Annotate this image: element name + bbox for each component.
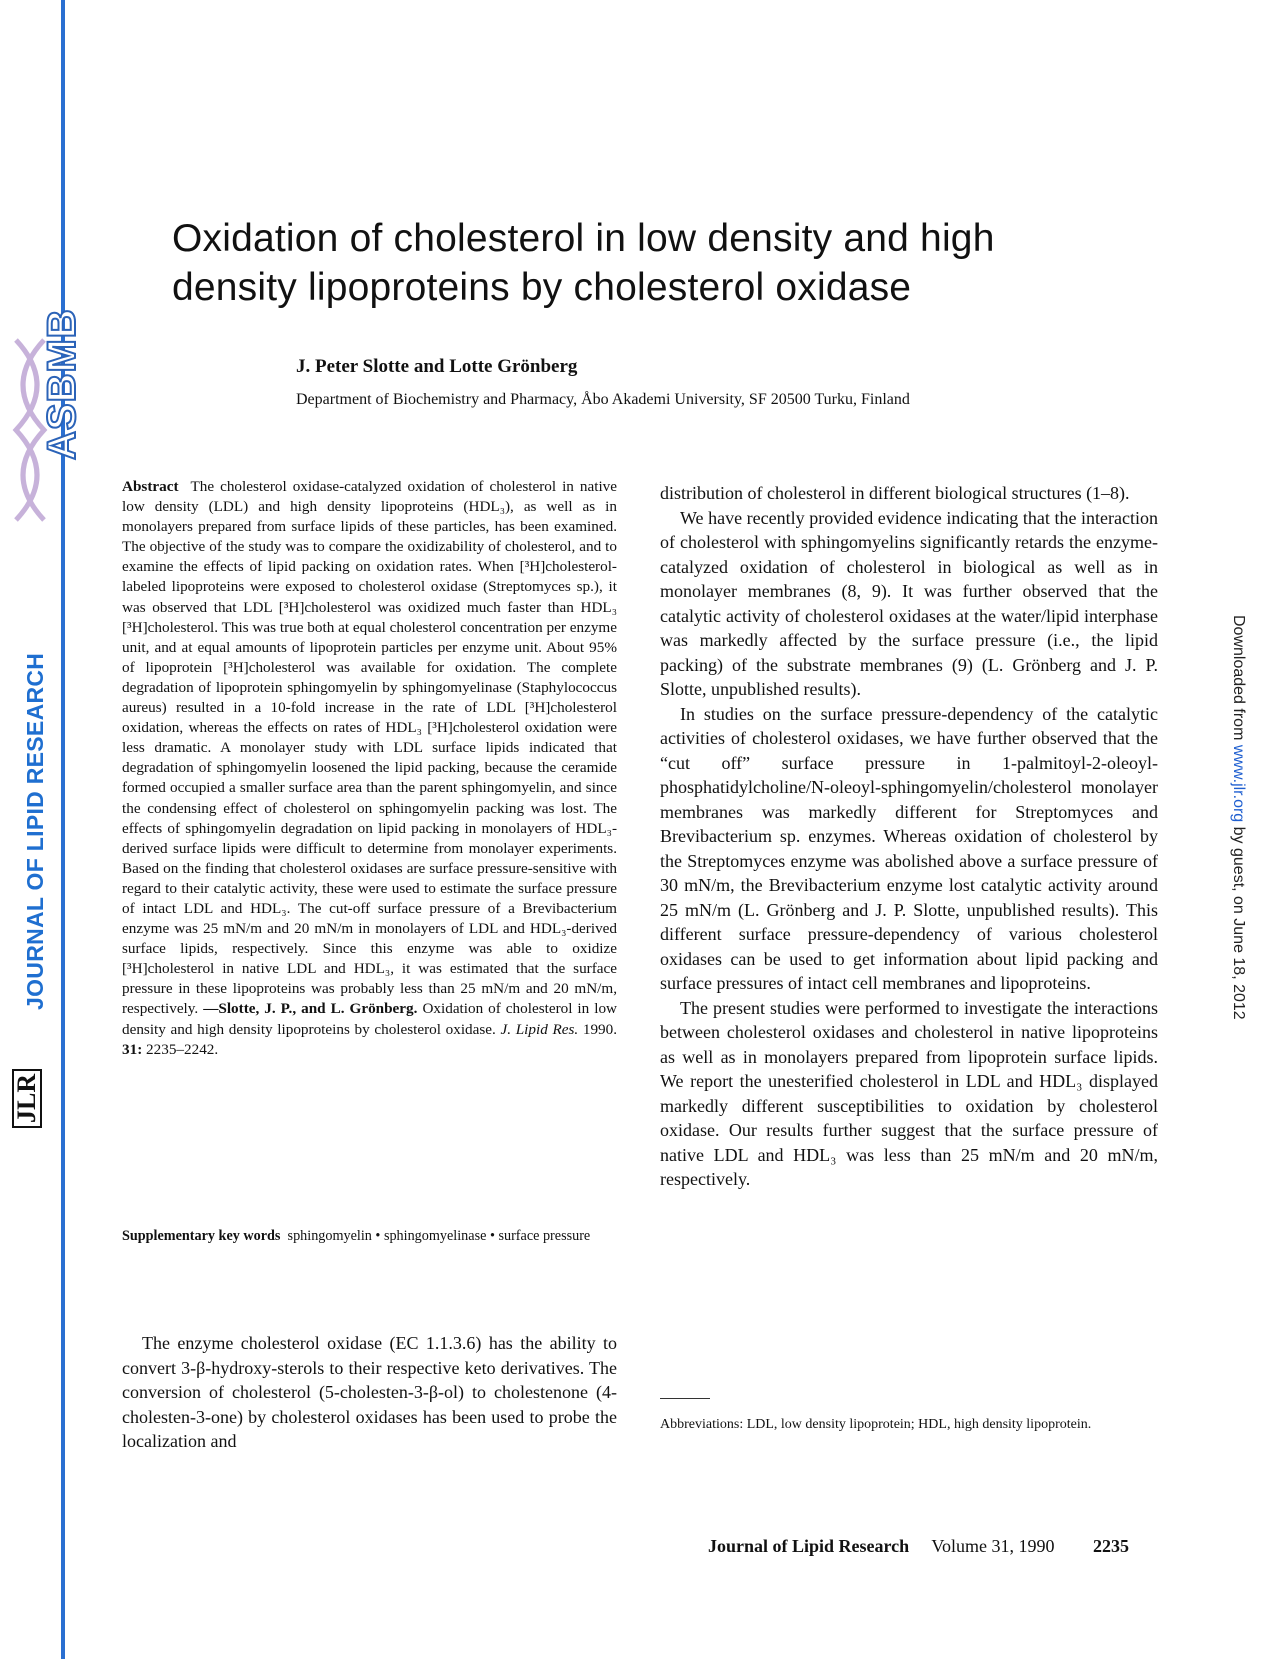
- footnote: Abbreviations: LDL, low density lipoprotein; HDL, high density lipoprotein.: [660, 1417, 1092, 1432]
- body-column-right: [660, 481, 1158, 1192]
- body-column-left: [122, 1331, 617, 1454]
- keywords: [122, 1227, 617, 1245]
- paper-title: Oxidation of cholesterol in low density and high density lipoproteins by cholesterol oxidase: [172, 217, 995, 309]
- citation-authors: —Slotte, J. P., and L. Grönberg.: [203, 1000, 418, 1018]
- abstract-paragraph: [122, 477, 617, 1060]
- citation-pages: 2235–2242.: [146, 1040, 219, 1058]
- continued-paragraph: distribution of cholesterol in different biological structures (1–8).: [660, 483, 1130, 503]
- citation-title: Oxidation of cholesterol in low density and high density lipoproteins by cholesterol oxidase.: [122, 1000, 618, 1038]
- paragraph-surface-pressure: In studies on the surface pressure-dependency of the catalytic activities of cholesterol oxidases, we have further observed that the “cut off” surface pressure in 1-palmitoyl-2-oleoyl-phosphatidylcholine/N-oleoyl-sphingomyelin/cholesterol monolayer membranes was markedly different for Streptomyces and Brevibacterium sp. enzymes. Whereas oxidation of cholesterol by the Streptomyces enzyme was abolished above a surface pressure of 30 mN/m, the Brevibacterium enzyme lost catalytic activity around 25 mN/m (L. Grönberg and J. P. Slotte, unpublished results). This different surface pressure-dependency of various cholesterol oxidases can be used to get information about lipid packing and surface pressures of intact cell membranes and lipoproteins.: [660, 703, 1158, 993]
- paragraph-present-studies: The present studies were performed to investigate the interactions between cholesterol oxidases and cholesterol in native lipoproteins as well as in monolayers prepared from lipoprotein surface lipids. We report the unesterified cholesterol in LDL and HDL₃ displayed markedly different susceptibilities to oxidation by cholesterol oxidase. Our results further suggest that the surface pressure of native LDL and HDL₃ was less than 25 mN/m and 20 mN/m, respectively.: [660, 997, 1158, 1189]
- journal-name-vertical: JOURNAL OF LIPID RESEARCH: [22, 652, 48, 1010]
- citation-year: 1990.: [582, 1020, 618, 1038]
- jlr-link[interactable]: www.jlr.org: [1230, 744, 1247, 823]
- citation-volume: 31:: [122, 1040, 143, 1058]
- download-notice: [1229, 615, 1247, 1020]
- keywords-label: Supplementary key words: [122, 1228, 281, 1244]
- abstract: [122, 477, 617, 1060]
- download-suffix: by guest, on June 18, 2012: [1230, 822, 1247, 1020]
- page-footer: [708, 1536, 1129, 1557]
- paragraph-evidence: We have recently provided evidence indicating that the interaction of cholesterol with sphingomyelins significantly retards the enzyme-catalyzed oxidation of cholesterol in biological as well as in monolayer membranes (8, 9). It was further observed that the catalytic activity of cholesterol oxidases at the water/lipid interphase was markedly affected by the surface pressure (i.e., the lipid packing) of the substrate membranes (9) (L. Grönberg and J. P. Slotte, unpublished results).: [660, 507, 1158, 699]
- jlr-logo: JLR: [12, 1069, 42, 1128]
- affiliation: Department of Biochemistry and Pharmacy, Åbo Akademi University, SF 20500 Turku, Finland: [296, 391, 910, 408]
- sidebar-divider: [61, 0, 65, 1659]
- authors: J. Peter Slotte and Lotte Grönberg: [296, 356, 578, 377]
- footer-journal: Journal of Lipid Research: [708, 1536, 910, 1556]
- citation-journal: J. Lipid Res.: [500, 1020, 579, 1038]
- footer-volume: Volume 31, 1990: [931, 1536, 1055, 1556]
- keywords-text: sphingomyelin • sphingomyelinase • surface pressure: [287, 1228, 591, 1244]
- asbmb-logo: ASBMB: [40, 308, 84, 460]
- intro-paragraph: The enzyme cholesterol oxidase (EC 1.1.3.6) has the ability to convert 3-β-hydroxy-sterols to their respective keto derivatives. The conversion of cholesterol (5-cholesten-3-β-ol) to cholestenone (4-cholesten-3-one) by cholesterol oxidases has been used to probe the localization and: [122, 1333, 617, 1452]
- abstract-text: The cholesterol oxidase-catalyzed oxidation of cholesterol in native low density (LDL) and high density lipoproteins (HDL₃), as well as in monolayers prepared from surface lipids of these particles, has been examined. The objective of the study was to compare the oxidizability of cholesterol, and to examine the effects of lipid packing on oxidation rates. When [³H]cholesterol-labeled lipoproteins were exposed to cholesterol oxidase (Streptomyces sp.), it was observed that LDL [³H]cholesterol was oxidized much faster than HDL₃ [³H]cholesterol. This was true both at equal cholesterol concentration per enzyme unit, and at equal amounts of lipoprotein particles per enzyme unit. About 95% of lipoprotein [³H]cholesterol was available for oxidation. The complete degradation of lipoprotein sphingomyelin by sphingomyelinase (Staphylococcus aureus) resulted in a 10-fold increase in the rate of LDL [³H]cholesterol oxidation, whereas the effects on rates of HDL₃ [³H]cholesterol oxidation were less dramatic. A monolayer study with LDL surface lipids indicated that degradation of sphingomyelin loosened the lipid packing, because the ceramide formed occupied a smaller surface area than the parent sphingomyelin, and since the condensing effect of cholesterol on sphingomyelin packing was lost. The effects of sphingomyelin degradation on lipid packing in monolayers of HDL₃-derived surface lipids were difficult to determine from monolayer experiments. Based on the finding that cholesterol oxidases are surface pressure-sensitive with regard to their catalytic activity, these were used to estimate the surface pressure of intact LDL and HDL₃. The cut-off surface pressure of a Brevibacterium enzyme was 25 mN/m and 20 mN/m in monolayers of LDL and HDL₃-derived surface lipids, respectively. Since this enzyme was able to oxidize [³H]cholesterol in native LDL and HDL₃, it was estimated that the surface pressure in these lipoproteins was probably less than 25 mN/m and 20 mN/m, respectively.: [122, 478, 617, 1018]
- footnote-rule: [660, 1398, 710, 1399]
- page-number: 2235: [1093, 1536, 1130, 1556]
- abstract-label: Abstract: [122, 478, 179, 495]
- download-prefix: Downloaded from: [1230, 615, 1247, 745]
